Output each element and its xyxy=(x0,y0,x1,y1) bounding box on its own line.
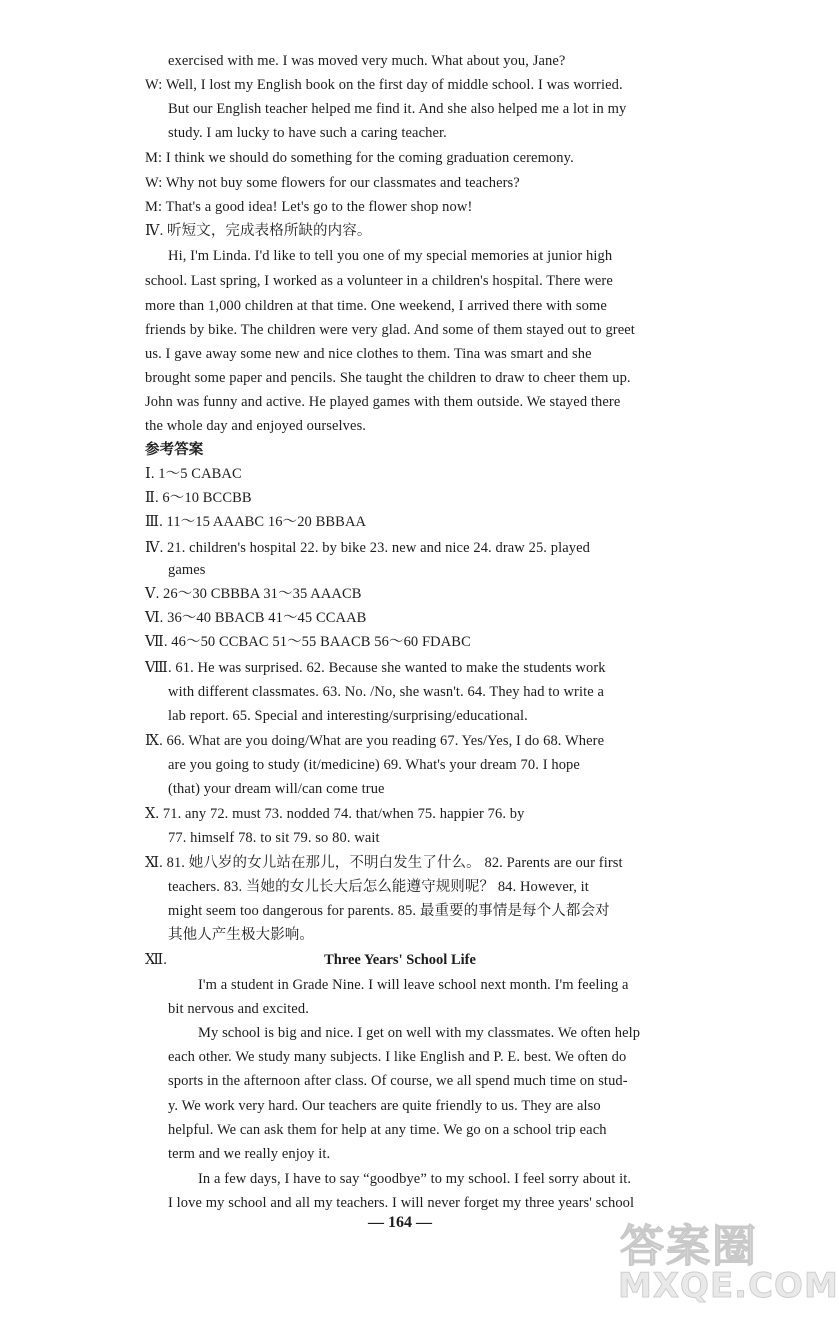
essay-line: term and we really enjoy it. xyxy=(168,1146,331,1162)
answer-line: lab report. 65. Special and interesting/surprising/educational. xyxy=(168,708,528,724)
passage-line: Hi, I'm Linda. I'd like to tell you one of my special memories at junior high xyxy=(168,248,613,264)
essay-line: I'm a student in Grade Nine. I will leave school next month. I'm feeling a xyxy=(198,977,629,993)
passage-line: us. I gave away some new and nice clothes to them. Tina was smart and she xyxy=(145,346,592,362)
dialogue-line: But our English teacher helped me find it. And she also helped me a lot in my xyxy=(168,101,627,117)
dialogue-line: W: Why not buy some flowers for our classmates and teachers? xyxy=(145,175,520,191)
passage-line: more than 1,000 children at that time. One weekend, I arrived there with some xyxy=(145,298,607,314)
answer-key-heading: 参考答案 xyxy=(145,442,204,458)
answer-line: with different classmates. 63. No. /No, she wasn't. 64. They had to write a xyxy=(168,684,605,700)
answer-line: are you going to study (it/medicine) 69. What's your dream 70. I hope xyxy=(168,757,580,773)
answer-line: teachers. 83. 当她的女儿长大后怎么能遵守规则呢？ 84. However, it xyxy=(168,879,589,895)
answer-line: Ⅱ. 6～10 BCCBB xyxy=(145,490,252,506)
essay-title: Three Years' School Life xyxy=(324,952,476,968)
essay-line: In a few days, I have to say “goodbye” to my school. I feel sorry about it. xyxy=(198,1171,632,1187)
section-numeral: Ⅻ. xyxy=(145,952,167,968)
answer-line: Ⅴ. 26～30 CBBBA 31～35 AAACB xyxy=(145,586,362,602)
passage-line: John was funny and active. He played games with them outside. We stayed there xyxy=(145,394,621,410)
answer-line: Ⅺ. 81. 她八岁的女儿站在那儿，不明白发生了什么。 82. Parents are our first xyxy=(145,855,623,871)
answer-line: Ⅵ. 36～40 BBACB 41～45 CCAAB xyxy=(145,610,367,626)
passage-line: friends by bike. The children were very glad. And some of them stayed out to greet xyxy=(145,322,635,338)
answer-line: 其他人产生极大影响。 xyxy=(168,927,314,943)
watermark-url: MXQE.COM xyxy=(618,1266,839,1306)
dialogue-line: W: Well, I lost my English book on the first day of middle school. I was worried. xyxy=(145,77,623,93)
answer-line: might seem too dangerous for parents. 85. 最重要的事情是每个人都会对 xyxy=(168,903,610,919)
dialogue-line: exercised with me. I was moved very much. What about you, Jane? xyxy=(168,53,566,69)
essay-line: sports in the afternoon after class. Of course, we all spend much time on stud- xyxy=(168,1073,628,1089)
dialogue-line: study. I am lucky to have such a caring teacher. xyxy=(168,125,447,141)
essay-line: My school is big and nice. I get on well with my classmates. We often help xyxy=(198,1025,641,1041)
watermark xyxy=(590,1210,839,1310)
answer-line: Ⅳ. 21. children's hospital 22. by bike 23. new and nice 24. draw 25. played xyxy=(145,540,591,556)
passage-line: school. Last spring, I worked as a volunteer in a children's hospital. There were xyxy=(145,273,613,289)
answer-line: Ⅲ. 11～15 AAABC 16～20 BBBAA xyxy=(145,514,367,530)
essay-line: bit nervous and excited. xyxy=(168,1001,309,1017)
dialogue-line: M: That's a good idea! Let's go to the flower shop now! xyxy=(145,199,473,215)
page-number: — 164 — xyxy=(368,1214,432,1231)
essay-line: each other. We study many subjects. I like English and P. E. best. We often do xyxy=(168,1049,627,1065)
answer-line: (that) your dream will/can come true xyxy=(168,781,385,797)
essay-line: helpful. We can ask them for help at any time. We go on a school trip each xyxy=(168,1122,607,1138)
essay-line: I love my school and all my teachers. I will never forget my three years' school xyxy=(168,1195,635,1211)
essay-line: y. We work very hard. Our teachers are quite friendly to us. They are also xyxy=(168,1098,601,1114)
passage-line: brought some paper and pencils. She taught the children to draw to cheer them up. xyxy=(145,370,631,386)
passage-line: the whole day and enjoyed ourselves. xyxy=(145,418,367,434)
answer-line: games xyxy=(168,562,206,578)
answer-line: Ⅶ. 46～50 CCBAC 51～55 BAACB 56～60 FDABC xyxy=(145,634,471,650)
dialogue-line: M: I think we should do something for the coming graduation ceremony. xyxy=(145,150,574,166)
watermark-logo: 答案圈 xyxy=(620,1221,758,1272)
answer-line: Ⅷ. 61. He was surprised. 62. Because she wanted to make the students work xyxy=(145,660,606,676)
answer-line: Ⅸ. 66. What are you doing/What are you reading 67. Yes/Yes, I do 68. Where xyxy=(145,733,605,749)
section-heading: Ⅳ. 听短文，完成表格所缺的内容。 xyxy=(145,223,372,239)
answer-line: Ⅰ. 1～5 CABAC xyxy=(145,466,242,482)
answer-line: 77. himself 78. to sit 79. so 80. wait xyxy=(168,830,380,846)
answer-line: Ⅹ. 71. any 72. must 73. nodded 74. that/when 75. happier 76. by xyxy=(145,806,525,822)
